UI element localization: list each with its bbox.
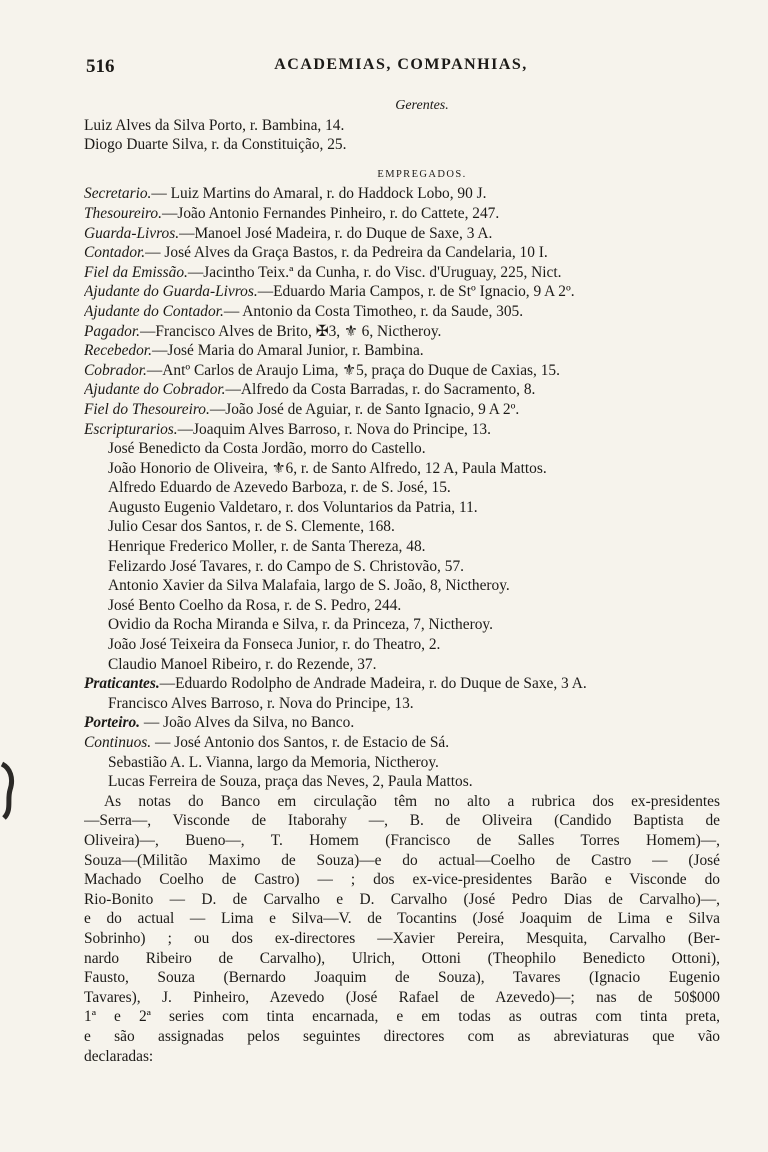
escripturario-line: Claudio Manoel Ribeiro, r. do Rezende, 37. [108, 655, 377, 673]
escripturario-line: Felizardo José Tavares, r. do Campo de S. Christovão, 57. [108, 557, 464, 575]
continuo-line: Sebastião A. L. Vianna, largo da Memoria, Nictheroy. [108, 753, 439, 771]
page-number: 516 [86, 56, 115, 77]
entry-text: — João Alves da Silva, no Banco. [140, 714, 355, 732]
escripturario-line: Alfredo Eduardo de Azevedo Barboza, r. de S. José, 15. [108, 479, 451, 497]
note-line: Tavares), J. Pinheiro, Azevedo (José Rafael de Azevedo)—; nas de 50$000 [84, 988, 720, 1006]
page-edge-ink-mark [0, 760, 18, 820]
entry-label: Recebedor. [84, 342, 152, 360]
entry-text: —João Antonio Fernandes Pinheiro, r. do Cattete, 247. [161, 204, 500, 222]
entry-text: —Eduardo Rodolpho de Andrade Madeira, r. do Duque de Saxe, 3 A. [159, 675, 587, 693]
entry-text: —Alfredo da Costa Barradas, r. do Sacramento, 8. [225, 381, 536, 399]
empregado-entry [84, 263, 720, 283]
entry-text: —Joaquim Alves Barroso, r. Nova do Principe, 13. [177, 420, 491, 438]
entry-text: —Antº Carlos de Araujo Lima, ⚜5, praça do Duque de Caxias, 15. [146, 361, 560, 379]
note-line: Rio-Bonito — D. de Carvalho e D. Carvalho (José Pedro Dias de Carvalho)—, [84, 890, 720, 908]
note-line: nardo Ribeiro de Carvalho), Ulrich, Ottoni (Theophilo Benedicto Ottoni), [84, 949, 720, 967]
empregado-entry [84, 184, 720, 204]
gerente-line: Diogo Duarte Silva, r. da Constituição, 25. [84, 136, 347, 154]
gerente-line: Luiz Alves da Silva Porto, r. Bambina, 14. [84, 116, 345, 134]
entry-text: —José Maria do Amaral Junior, r. Bambina. [151, 342, 424, 360]
entry-text: —Manoel José Madeira, r. do Duque de Saxe, 3 A. [179, 224, 493, 242]
entry-label: Contador. [84, 244, 146, 262]
note-line: —Serra—, Visconde de Itaborahy —, B. de Oliveira (Candido Baptista de [84, 812, 720, 830]
escripturario-line: João José Teixeira da Fonseca Junior, r. do Theatro, 2. [108, 636, 441, 654]
escripturario-line: Augusto Eugenio Valdetaro, r. dos Voluntarios da Patria, 11. [108, 498, 478, 516]
continuo-line: Lucas Ferreira de Souza, praça das Neves, 2, Paula Mattos. [108, 773, 473, 791]
entry-label: Secretario. [84, 185, 152, 203]
page-header [86, 56, 716, 82]
empregado-entry [84, 224, 720, 244]
escripturarios-list [84, 439, 720, 674]
empregado-entry [84, 322, 720, 342]
entry-label: Fiel da Emissão. [84, 263, 188, 281]
page-content [84, 96, 720, 1066]
escripturario-line: João Honorio de Oliveira, ⚜6, r. de Santo Alfredo, 12 A, Paula Mattos. [108, 459, 547, 477]
entry-text: — José Antonio dos Santos, r. de Estacio de Sá. [151, 734, 450, 751]
entry-label: Cobrador. [84, 361, 147, 379]
running-title: ACADEMIAS, COMPANHIAS, [274, 56, 528, 73]
praticantes-entry [84, 674, 720, 694]
porteiro-entry [84, 713, 720, 733]
note-line: Fausto, Souza (Bernardo Joaquim de Souza), Tavares (Ignacio Eugenio [84, 969, 720, 987]
escripturario-line: Ovidio da Rocha Miranda e Silva, r. da Princeza, 7, Nictheroy. [108, 616, 493, 634]
entry-text: — José Alves da Graça Bastos, r. da Pedreira da Candelaria, 10 I. [145, 244, 548, 262]
note-line: Machado Coelho de Castro) — ; dos ex-vice-presidentes Barão e Visconde do [84, 871, 720, 889]
empregado-entry [84, 243, 720, 263]
entry-label: Guarda-Livros. [84, 224, 180, 242]
empregado-entry [84, 420, 720, 440]
empregado-entry [84, 361, 720, 381]
entry-text: — Antonio da Costa Timotheo, r. da Saude, 305. [223, 302, 524, 320]
entry-text: —João José de Aguiar, r. de Santo Ignacio, 9 A 2º. [209, 400, 520, 418]
entry-text: —Eduardo Maria Campos, r. de Stº Ignacio, 9 A 2º. [257, 283, 575, 301]
escripturario-line: Julio Cesar dos Santos, r. de S. Clemente, 168. [108, 518, 395, 536]
note-line: Sobrinho) ; ou dos ex-directores —Xavier Pereira, Mesquita, Carvalho (Ber- [84, 929, 720, 947]
praticante-line: Francisco Alves Barroso, r. Nova do Principe, 13. [108, 694, 414, 712]
entry-label: Fiel do Thesoureiro. [84, 400, 210, 418]
empregados-list [84, 184, 720, 439]
escripturario-line: José Bento Coelho da Rosa, r. de S. Pedro, 244. [108, 596, 402, 614]
entry-label: Continuos. [84, 734, 152, 751]
empregado-entry [84, 341, 720, 361]
escripturario-line: Henrique Frederico Moller, r. de Santa Thereza, 48. [108, 538, 426, 556]
entry-text: —Francisco Alves de Brito, ✠3, ⚜ 6, Nictheroy. [140, 322, 442, 340]
empregado-entry [84, 282, 720, 302]
entry-label: Praticantes. [84, 675, 160, 693]
gerentes-heading: Gerentes. [395, 98, 449, 113]
empregado-entry [84, 400, 720, 420]
empregados-heading: EMPREGADOS. [377, 168, 467, 180]
entry-label: Escripturarios. [84, 420, 178, 438]
entry-label: Thesoureiro. [84, 204, 162, 222]
escripturario-line: José Benedicto da Costa Jordão, morro do Castello. [108, 440, 426, 458]
empregado-entry [84, 204, 720, 224]
entry-label: Porteiro. [84, 714, 141, 732]
note-line: e são assignadas pelos seguintes directores com as abreviaturas que vão [84, 1027, 720, 1045]
entry-text: —Jacintho Teix.ª da Cunha, r. do Visc. d'Uruguay, 225, Nict. [187, 263, 562, 281]
empregado-entry [84, 302, 720, 322]
note-line: Souza—(Militão Maximo de Souza)—e do actual—Coelho de Castro — (José [84, 851, 720, 869]
banknote-note [84, 792, 720, 1066]
empregado-entry [84, 380, 720, 400]
entry-label: Ajudante do Contador. [84, 302, 224, 320]
continuos-entry [84, 733, 720, 753]
entry-text: — Luiz Martins do Amaral, r. do Haddock Lobo, 90 J. [151, 185, 487, 203]
note-line: As notas do Banco em circulação têm no alto a rubrica dos ex-presidentes [104, 792, 720, 810]
note-line: e do actual — Lima e Silva—V. de Tocantins (José Joaquim de Lima e Silva [84, 910, 720, 928]
entry-label: Pagador. [84, 322, 141, 340]
note-line: declaradas: [84, 1047, 154, 1065]
note-line: 1ª e 2ª series com tinta encarnada, e em todas as outras com tinta preta, [84, 1008, 720, 1026]
entry-label: Ajudante do Cobrador. [84, 381, 226, 399]
entry-label: Ajudante do Guarda-Livros. [84, 283, 258, 301]
note-line: Oliveira)—, Bueno—, T. Homem (Francisco de Salles Torres Homem)—, [84, 831, 720, 849]
escripturario-line: Antonio Xavier da Silva Malafaia, largo de S. João, 8, Nictheroy. [108, 577, 510, 595]
